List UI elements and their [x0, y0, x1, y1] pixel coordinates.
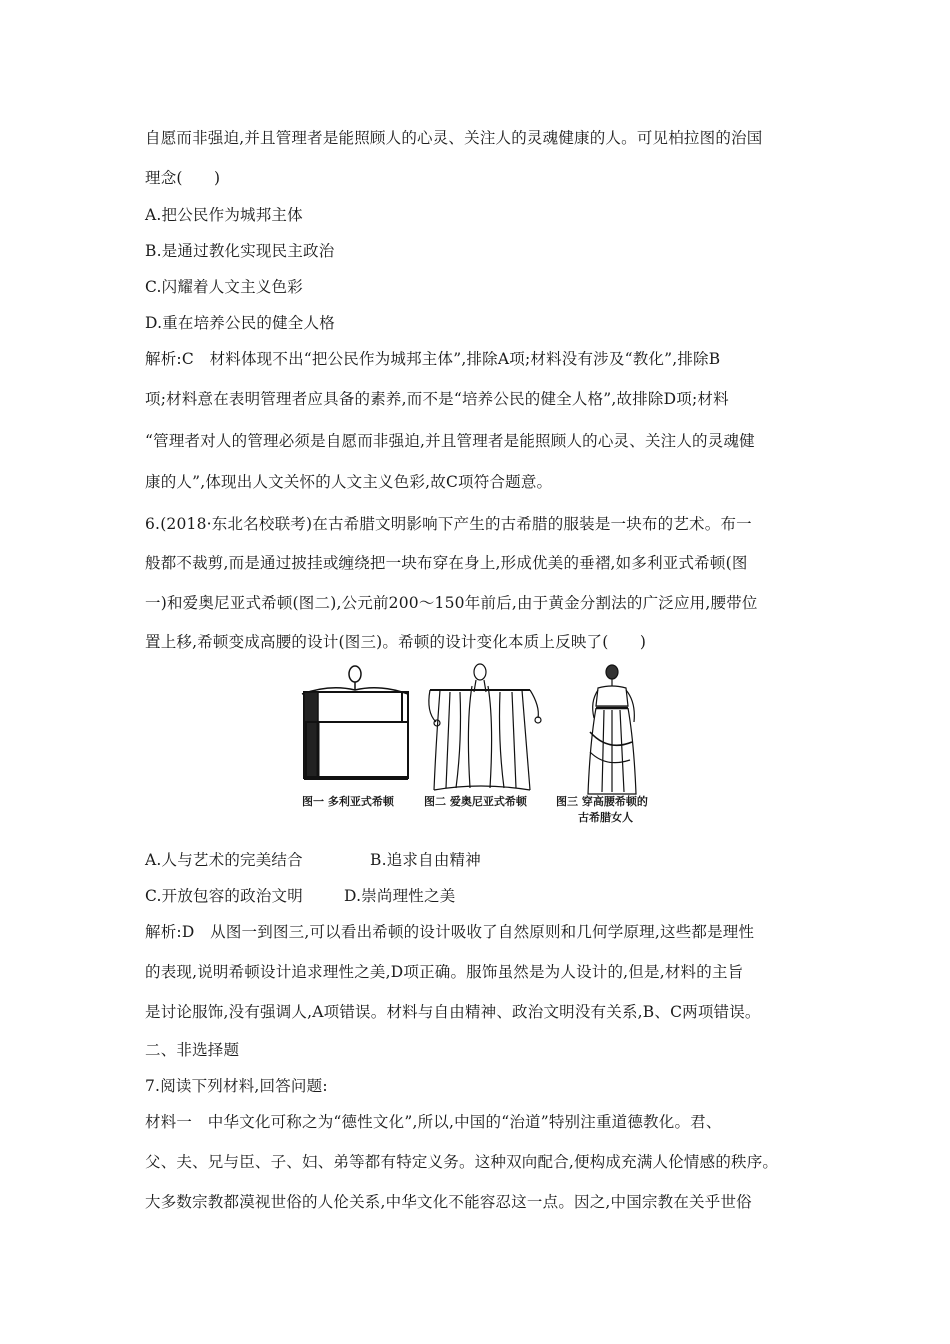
figure-1-caption: 图一 多利亚式希顿 — [302, 795, 394, 808]
explanation-line: 康的人”,体现出人文关怀的人文主义色彩,故C项符合题意。 — [145, 473, 553, 491]
chiton-figure — [290, 662, 670, 832]
section-heading: 二、非选择题 — [145, 1041, 240, 1059]
ionic-chiton-drawing — [429, 664, 541, 790]
figure-3-caption-line2: 古希腊女人 — [578, 811, 633, 824]
explanation-line: 是讨论服饰,没有强调人,A项错误。材料与自由精神、政治文明没有关系,B、C两项错误。 — [145, 1003, 761, 1021]
option-c: C.闪耀着人文主义色彩 — [145, 278, 303, 296]
figure-3-caption: 图三 穿高腰希顿的 — [556, 795, 648, 808]
material-line: 父、夫、兄与臣、子、妇、弟等都有特定义务。这种双向配合,便构成充满人伦情感的秩序。 — [145, 1153, 779, 1171]
material-line: 大多数宗教都漠视世俗的人伦关系,中华文化不能容忍这一点。因之,中国宗教在关乎世俗 — [145, 1193, 752, 1211]
option-a: A.把公民作为城邦主体 — [145, 206, 303, 224]
question-6-line: 一)和爱奥尼亚式希顿(图二),公元前200～150年前后,由于黄金分割法的广泛应用,腰带位 — [145, 594, 758, 612]
high-waist-chiton-drawing — [588, 665, 636, 794]
option-b: B.追求自由精神 — [370, 851, 481, 869]
option-d: D.重在培养公民的健全人格 — [145, 314, 335, 332]
explanation-line: 解析:C 材料体现不出“把公民作为城邦主体”,排除A项;材料没有涉及“教化”,排除B — [145, 350, 721, 368]
option-b: B.是通过教化实现民主政治 — [145, 242, 335, 260]
text-line: 理念( ) — [145, 169, 221, 187]
explanation-line: 项;材料意在表明管理者应具备的素养,而不是“培养公民的健全人格”,故排除D项;材料 — [145, 390, 729, 408]
explanation-line: “管理者对人的管理必须是自愿而非强迫,并且管理者是能照顾人的心灵、关注人的灵魂健 — [145, 432, 755, 450]
option-c: C.开放包容的政治文明 — [145, 887, 303, 905]
chiton-illustrations — [290, 662, 670, 797]
question-6-line: 6.(2018·东北名校联考)在古希腊文明影响下产生的古希腊的服装是一块布的艺术。布一 — [145, 515, 752, 533]
explanation-line: 解析:D 从图一到图三,可以看出希顿的设计吸收了自然原则和几何学原理,这些都是理性 — [145, 923, 755, 941]
text-line: 自愿而非强迫,并且管理者是能照顾人的心灵、关注人的灵魂健康的人。可见柏拉图的治国 — [145, 129, 763, 147]
figure-2-caption: 图二 爱奥尼亚式希顿 — [424, 795, 527, 808]
option-d: D.崇尚理性之美 — [344, 887, 456, 905]
question-7: 7.阅读下列材料,回答问题: — [145, 1077, 328, 1095]
question-6-line: 置上移,希顿变成高腰的设计(图三)。希顿的设计变化本质上反映了( ) — [145, 633, 647, 651]
question-6-line: 般都不裁剪,而是通过披挂或缠绕把一块布穿在身上,形成优美的垂褶,如多利亚式希顿(图 — [145, 554, 748, 572]
explanation-line: 的表现,说明希顿设计追求理性之美,D项正确。服饰虽然是为人设计的,但是,材料的主旨 — [145, 963, 744, 981]
material-line: 材料一 中华文化可称之为“德性文化”,所以,中国的“治道”特别注重道德教化。君、 — [145, 1113, 722, 1131]
doric-chiton-drawing — [302, 666, 408, 778]
option-a: A.人与艺术的完美结合 — [145, 851, 303, 869]
